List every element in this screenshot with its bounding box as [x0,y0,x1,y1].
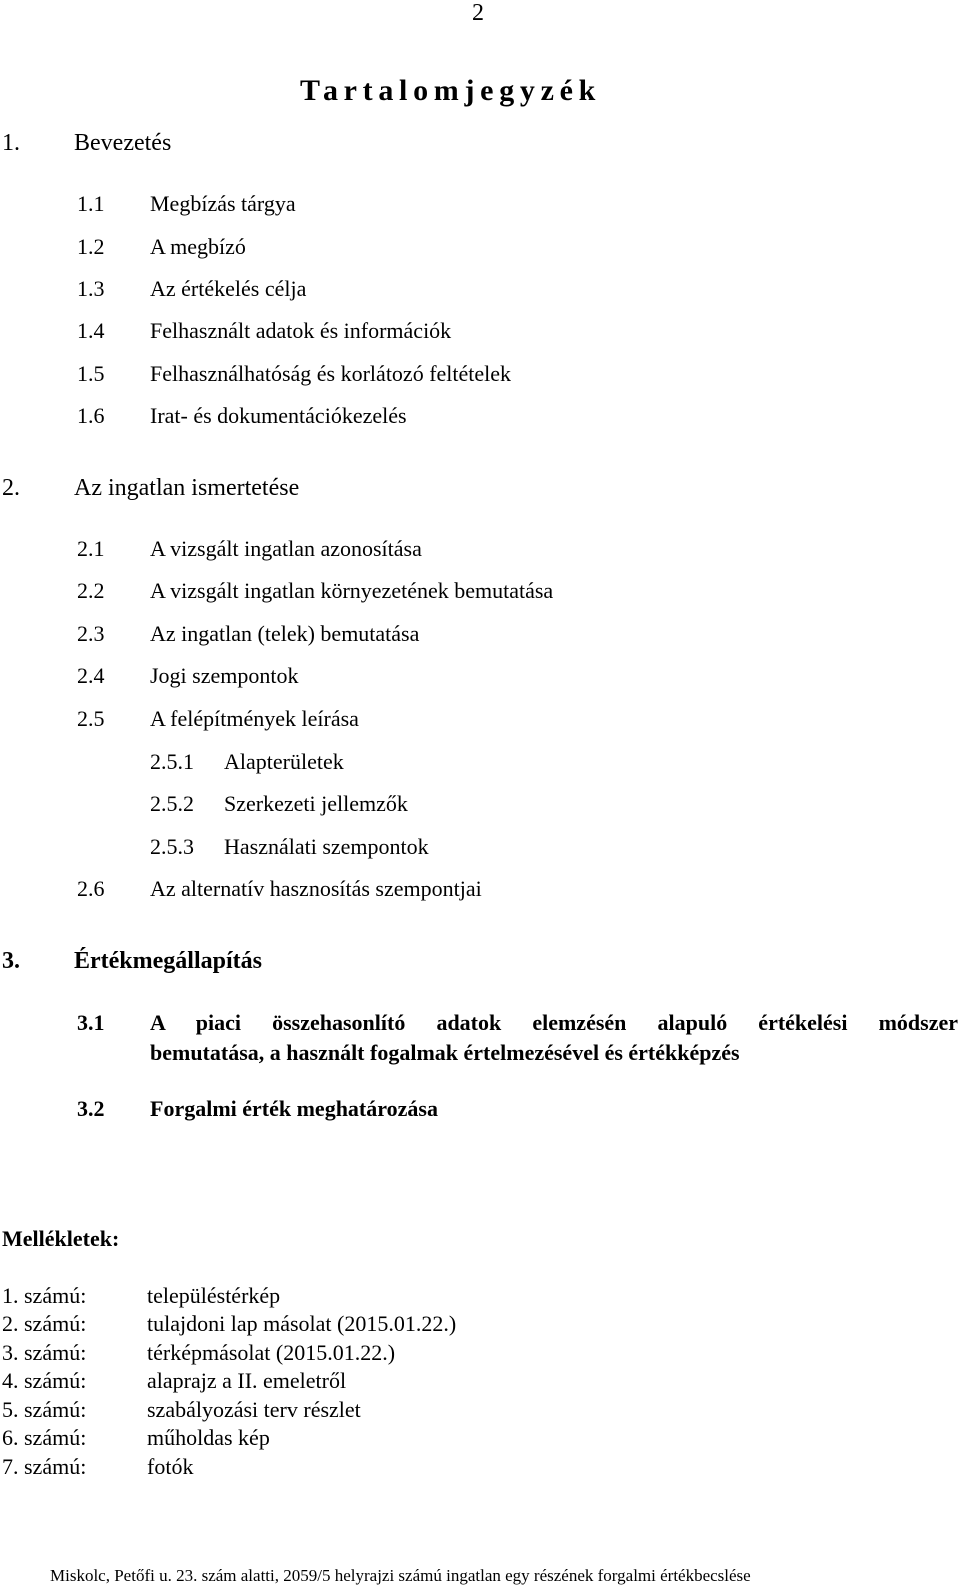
toc-item-title-line2: bemutatása, a használt fogalmak értelmezésével és értékképzés [150,1040,740,1065]
section-1-title: Bevezetés [74,130,172,156]
toc-item-number: 3.2 [77,1096,105,1121]
page-number: 2 [472,0,484,26]
toc-item-title: A felépítmények leírása [150,706,359,731]
toc-subitem-number: 2.5.2 [150,791,194,816]
page-footer: Miskolc, Petőfi u. 23. szám alatti, 2059/5 helyrajzi számú ingatlan egy részének forgalmi értékbecslése [50,1566,751,1585]
section-1-number: 1. [2,130,20,156]
section-3-number: 3. [2,948,20,974]
toc-subitem-number: 2.5.3 [150,834,194,859]
section-3-title: Értékmegállapítás [74,948,262,974]
toc-item-number: 2.5 [77,706,105,731]
toc-item-title: Felhasznált adatok és információk [150,318,452,343]
toc-item-title: Az alternatív hasznosítás szempontjai [150,876,482,901]
annex-number: 5. számú: [2,1397,87,1422]
toc-item-number: 1.3 [77,276,105,301]
toc-item-number: 3.1 [77,1010,105,1035]
toc-item-number: 1.5 [77,361,105,386]
annex-title: fotók [147,1454,194,1479]
annex-title: térképmásolat (2015.01.22.) [147,1340,396,1365]
annex-title: tulajdoni lap másolat (2015.01.22.) [147,1311,457,1336]
annex-number: 1. számú: [2,1283,87,1308]
toc-item-number: 1.1 [77,191,105,216]
toc-item-title-line1: A piaci összehasonlító adatok elemzésén alapuló értékelési módszer [150,1010,958,1035]
toc-item-number: 2.6 [77,876,105,901]
annexes-heading: Mellékletek: [2,1226,120,1251]
toc-subitem-title: Használati szempontok [224,834,429,859]
toc-item-title: Forgalmi érték meghatározása [150,1096,438,1121]
annex-number: 4. számú: [2,1368,87,1393]
toc-item-title: A vizsgált ingatlan környezetének bemutatása [150,578,554,603]
annex-number: 7. számú: [2,1454,87,1479]
toc-subitem-number: 2.5.1 [150,749,194,774]
toc-item-number: 2.1 [77,536,105,561]
toc-item-title: A megbízó [150,234,246,259]
toc-item-number: 2.2 [77,578,105,603]
toc-item-number: 1.4 [77,318,105,343]
annex-number: 6. számú: [2,1425,87,1450]
toc-item-number: 1.6 [77,403,105,428]
toc-subitem-title: Szerkezeti jellemzők [224,791,408,816]
annex-number: 3. számú: [2,1340,87,1365]
toc-item-title: Az ingatlan (telek) bemutatása [150,621,420,646]
toc-item-title: A vizsgált ingatlan azonosítása [150,536,422,561]
toc-item-title: Irat- és dokumentációkezelés [150,403,407,428]
annex-title: szabályozási terv részlet [147,1397,361,1422]
toc-item-title: Megbízás tárgya [150,191,296,216]
toc-item-title: Felhasználhatóság és korlátozó feltételek [150,361,512,386]
annex-title: műholdas kép [147,1425,270,1450]
annex-title: településtérkép [147,1283,281,1308]
toc-item-title: Az értékelés célja [150,276,307,301]
toc-item-number: 2.4 [77,663,105,688]
section-2-title: Az ingatlan ismertetése [74,475,300,501]
toc-item-title: Jogi szempontok [150,663,299,688]
toc-title: Tartalomjegyzék [300,74,602,107]
annex-title: alaprajz a II. emeletről [147,1368,347,1393]
toc-item-number: 2.3 [77,621,105,646]
section-2-number: 2. [2,475,20,501]
toc-item-number: 1.2 [77,234,105,259]
toc-subitem-title: Alapterületek [224,749,344,774]
annex-number: 2. számú: [2,1311,87,1336]
